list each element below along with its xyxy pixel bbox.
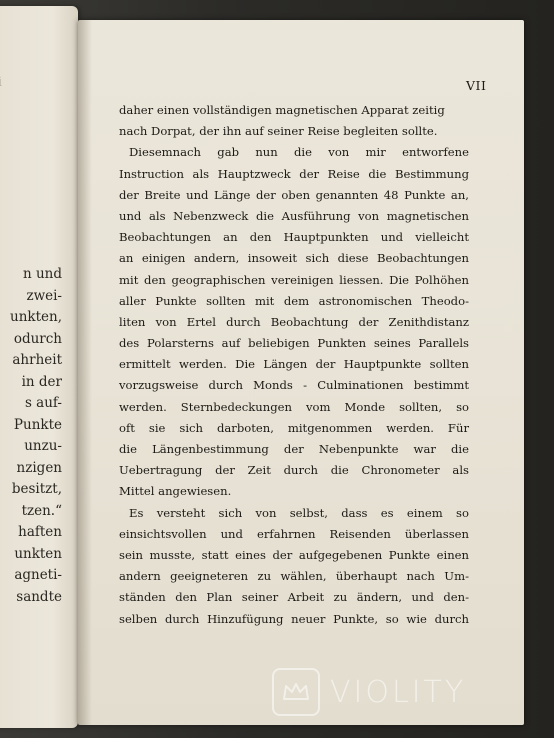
text-line: Instruction als Hauptzweck der Reise die Bestimmung	[119, 166, 469, 181]
text-line: ermittelt werden. Die Längen der Hauptpunkte sollten	[119, 357, 469, 372]
left-text-line: Punkte	[13, 416, 62, 433]
text-line: der Breite und Länge der oben genannten 48 Punkte an,	[119, 187, 469, 202]
text-line: liten von Ertel durch Beobachtung der Zenithdistanz	[119, 314, 469, 329]
watermark-text: VIOLITY	[330, 674, 467, 710]
left-text-line: s auf-	[24, 395, 62, 411]
left-text-line: haften	[18, 524, 62, 540]
text-line: Diesemnach gab nun die von mir entworfene	[129, 145, 469, 160]
text-line: des Polarsterns auf beliebigen Punkten seines Parallels	[119, 336, 469, 351]
text-line: Mittel angewiesen.	[119, 484, 232, 499]
text-line: mit den geographischen vereinigen liessen. Die Polhöhen	[119, 272, 469, 287]
page-number: VII	[466, 78, 487, 93]
text-line: nach Dorpat, der ihn auf seiner Reise begleiten sollte.	[119, 124, 438, 139]
text-line: sein musste, statt eines der aufgegebenen Punkte einen	[119, 547, 469, 562]
watermark	[272, 666, 466, 718]
left-page	[0, 6, 78, 728]
body-text	[119, 100, 469, 630]
main-page	[78, 20, 524, 725]
left-text-line: ahrheit	[12, 352, 62, 368]
left-text-line: unkten,	[10, 309, 62, 325]
spine-shadow	[78, 20, 92, 725]
left-text-line: unkten	[14, 545, 62, 562]
left-text-line: unzu-	[24, 438, 62, 454]
left-text-line: besitzt,	[11, 481, 62, 497]
text-line: aller Punkte sollten mit dem astronomischen Theodo-	[119, 293, 469, 308]
text-line: andern geeigneteren zu wählen, überhaupt nach Um-	[119, 569, 469, 584]
left-text-line: sandte	[16, 588, 62, 605]
text-line: Uebertragung der Zeit durch die Chronometer als	[119, 463, 469, 478]
text-line: daher einen vollständigen magnetischen Apparat zeitig	[119, 103, 445, 117]
crown-logo-icon	[272, 668, 320, 716]
left-page-text	[0, 264, 68, 608]
left-text-line: odurch	[13, 330, 62, 347]
left-text-line: agneti-	[14, 567, 62, 583]
text-line: an einigen andern, insoweit sich diese Beobachtungen	[119, 251, 469, 266]
text-line: ständen den Plan seiner Arbeit zu ändern, und den-	[119, 590, 469, 605]
left-text-line: zwei-	[26, 287, 62, 304]
left-faint-line	[0, 72, 60, 94]
text-line: einsichtsvollen und erfahrnen Reisenden überlassen	[119, 526, 469, 541]
text-line: werden. Sternbedeckungen vom Monde sollten, so	[119, 399, 469, 414]
left-text-line: tzen.“	[21, 502, 62, 519]
text-line: Es versteht sich von selbst, dass es einem so	[129, 505, 469, 520]
text-line: oft sie sich darboten, mitgenommen werden. Für	[119, 420, 469, 435]
left-text-line: in der	[21, 373, 62, 390]
text-line: vorzugsweise durch Monds - Culminationen bestimmt	[119, 378, 469, 393]
left-page-faint-text	[0, 72, 60, 94]
text-line: die Längenbestimmung der Nebenpunkte war die	[119, 442, 469, 456]
text-line: Beobachtungen an den Hauptpunkten und vielleicht	[119, 230, 469, 245]
left-text-line: nzigen	[16, 459, 62, 476]
text-line: selben durch Hinzufügung neuer Punkte, so wie durch	[119, 611, 469, 626]
left-text-line: n und	[22, 266, 62, 282]
text-line: und als Nebenzweck die Ausführung von magnetischen	[119, 208, 469, 223]
